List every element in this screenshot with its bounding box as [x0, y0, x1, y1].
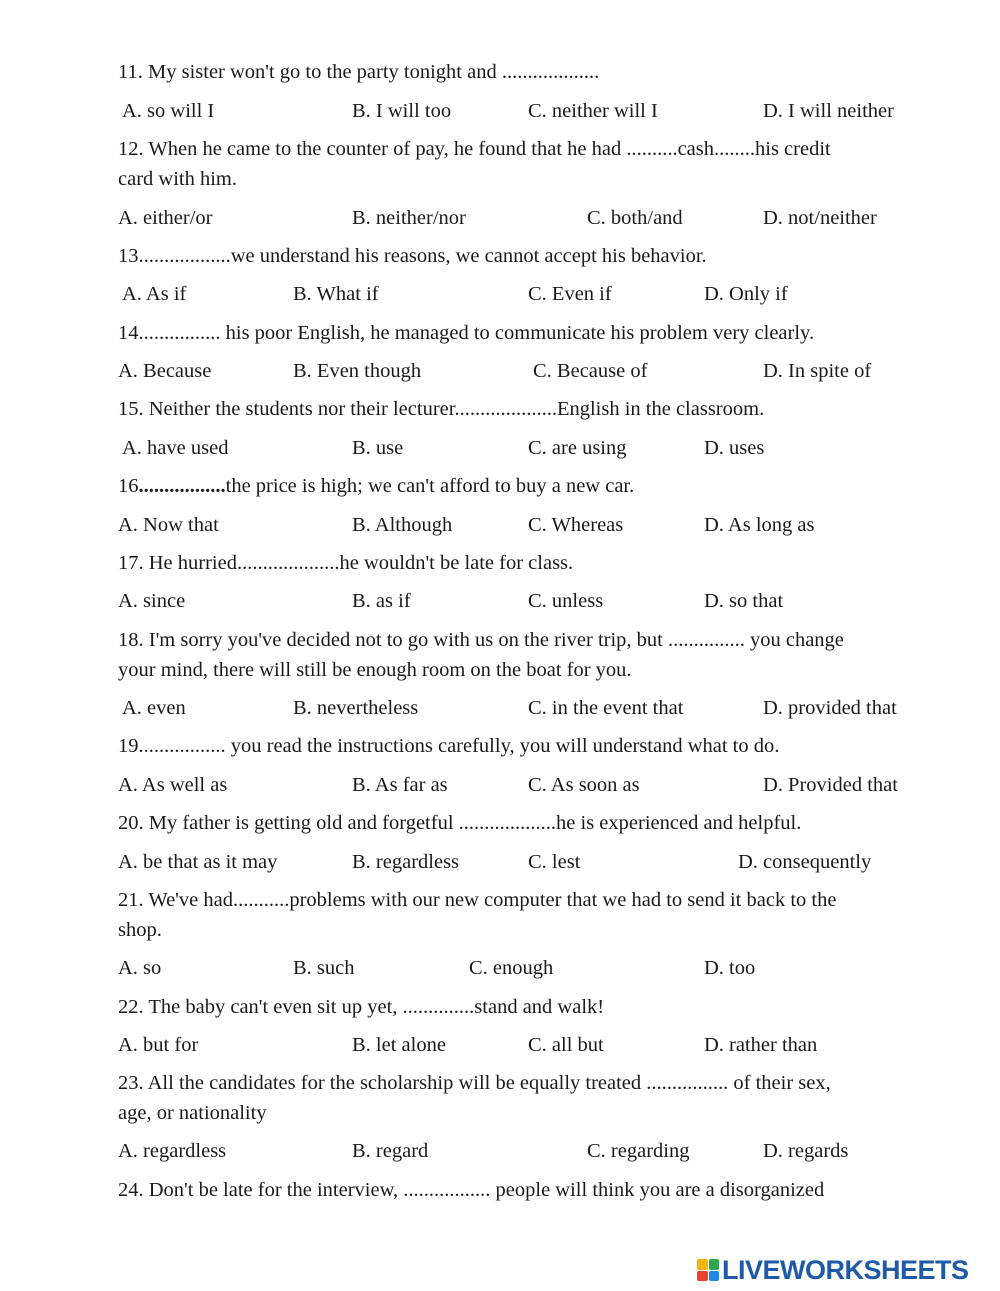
q15-option-a[interactable]: A. have used — [122, 437, 229, 459]
q17-option-b[interactable]: B. as if — [352, 590, 411, 612]
q12-stem-line1: 12. When he came to the counter of pay, he found that he had ..........cash........his credit — [118, 138, 831, 160]
q17-option-d[interactable]: D. so that — [704, 590, 784, 612]
q20-option-c[interactable]: C. lest — [528, 851, 581, 873]
q18-option-c[interactable]: C. in the event that — [528, 697, 684, 719]
q17-stem: 17. He hurried....................he wouldn't be late for class. — [118, 552, 574, 574]
q21-stem-line1: 21. We've had...........problems with our new computer that we had to send it back to the — [118, 889, 837, 911]
q22-option-b[interactable]: B. let alone — [352, 1034, 446, 1056]
q16-number: 16 — [118, 475, 139, 497]
q17-option-a[interactable]: A. since — [118, 590, 186, 612]
q21-option-d[interactable]: D. too — [704, 957, 756, 979]
q13-option-c[interactable]: C. Even if — [528, 283, 612, 305]
q22-option-c[interactable]: C. all but — [528, 1034, 604, 1056]
q18-stem-line2: your mind, there will still be enough room on the boat for you. — [118, 659, 632, 681]
q19-option-a[interactable]: A. As well as — [118, 774, 228, 796]
q23-stem-line2: age, or nationality — [118, 1102, 267, 1124]
q19-stem: 19................. you read the instructions carefully, you will understand what to do. — [118, 735, 780, 757]
q20-option-d[interactable]: D. consequently — [738, 851, 872, 873]
q15-option-d[interactable]: D. uses — [704, 437, 765, 459]
q20-option-a[interactable]: A. be that as it may — [118, 851, 278, 873]
liveworksheets-logo-icon — [697, 1259, 719, 1281]
q16-option-d[interactable]: D. As long as — [704, 514, 815, 536]
q14-stem: 14................ his poor English, he managed to communicate his problem very clearly. — [118, 322, 815, 344]
q21-option-c[interactable]: C. enough — [469, 957, 554, 979]
q16-option-c[interactable]: C. Whereas — [528, 514, 624, 536]
q12-option-d[interactable]: D. not/neither — [763, 207, 877, 229]
q11-option-b[interactable]: B. I will too — [352, 100, 452, 122]
q19-option-b[interactable]: B. As far as — [352, 774, 448, 796]
q16-stem — [118, 471, 634, 501]
q13-option-d[interactable]: D. Only if — [704, 283, 788, 305]
q21-option-b[interactable]: B. such — [293, 957, 355, 979]
liveworksheets-brand-text: LIVEWORKSHEETS — [722, 1254, 969, 1285]
q11-option-c[interactable]: C. neither will I — [528, 100, 658, 122]
q18-option-b[interactable]: B. nevertheless — [293, 697, 419, 719]
q13-stem: 13..................we understand his reasons, we cannot accept his behavior. — [118, 245, 707, 267]
q18-option-d[interactable]: D. provided that — [763, 697, 897, 719]
liveworksheets-logo[interactable] — [697, 1255, 969, 1285]
q23-option-a[interactable]: A. regardless — [118, 1140, 227, 1162]
logo-tile-green — [709, 1259, 720, 1270]
q12-option-c[interactable]: C. both/and — [587, 207, 683, 229]
q14-option-b[interactable]: B. Even though — [293, 360, 422, 382]
logo-tile-blue — [709, 1271, 720, 1282]
q16-blank: ................. — [138, 475, 226, 497]
q14-option-a[interactable]: A. Because — [118, 360, 212, 382]
q11-option-d[interactable]: D. I will neither — [763, 100, 894, 122]
q15-stem: 15. Neither the students nor their lecturer....................English in the classroom. — [118, 398, 765, 420]
q19-option-c[interactable]: C. As soon as — [528, 774, 640, 796]
q21-stem-line2: shop. — [118, 919, 162, 941]
logo-tile-red — [697, 1271, 708, 1282]
q23-option-c[interactable]: C. regarding — [587, 1140, 690, 1162]
q17-option-c[interactable]: C. unless — [528, 590, 604, 612]
q20-option-b[interactable]: B. regardless — [352, 851, 460, 873]
q23-stem-line1: 23. All the candidates for the scholarship will be equally treated ................ of their sex, — [118, 1072, 831, 1094]
q12-option-a[interactable]: A. either/or — [118, 207, 213, 229]
logo-tile-yellow — [697, 1259, 708, 1270]
q18-stem-line1: 18. I'm sorry you've decided not to go with us on the river trip, but ............... you change — [118, 629, 844, 651]
q14-option-c[interactable]: C. Because of — [533, 360, 648, 382]
q16-stem-rest: the price is high; we can't afford to buy a new car. — [225, 475, 635, 497]
q13-option-a[interactable]: A. As if — [122, 283, 187, 305]
q15-option-c[interactable]: C. are using — [528, 437, 627, 459]
q22-option-a[interactable]: A. but for — [118, 1034, 199, 1056]
q11-option-a[interactable]: A. so will I — [122, 100, 215, 122]
q24-stem: 24. Don't be late for the interview, ................. people will think you are a disorganized — [118, 1179, 825, 1201]
q11-stem: 11. My sister won't go to the party tonight and ................... — [118, 61, 600, 83]
q15-option-b[interactable]: B. use — [352, 437, 404, 459]
q12-stem-line2: card with him. — [118, 168, 237, 190]
q16-option-b[interactable]: B. Although — [352, 514, 453, 536]
q16-option-a[interactable]: A. Now that — [118, 514, 219, 536]
q13-option-b[interactable]: B. What if — [293, 283, 379, 305]
q22-option-d[interactable]: D. rather than — [704, 1034, 818, 1056]
q23-option-d[interactable]: D. regards — [763, 1140, 849, 1162]
q14-option-d[interactable]: D. In spite of — [763, 360, 872, 382]
q21-option-a[interactable]: A. so — [118, 957, 162, 979]
q19-option-d[interactable]: D. Provided that — [763, 774, 898, 796]
q18-option-a[interactable]: A. even — [122, 697, 186, 719]
q23-option-b[interactable]: B. regard — [352, 1140, 429, 1162]
q22-stem: 22. The baby can't even sit up yet, ..............stand and walk! — [118, 996, 605, 1018]
q20-stem: 20. My father is getting old and forgetful ...................he is experienced and helpful. — [118, 812, 802, 834]
q12-option-b[interactable]: B. neither/nor — [352, 207, 466, 229]
